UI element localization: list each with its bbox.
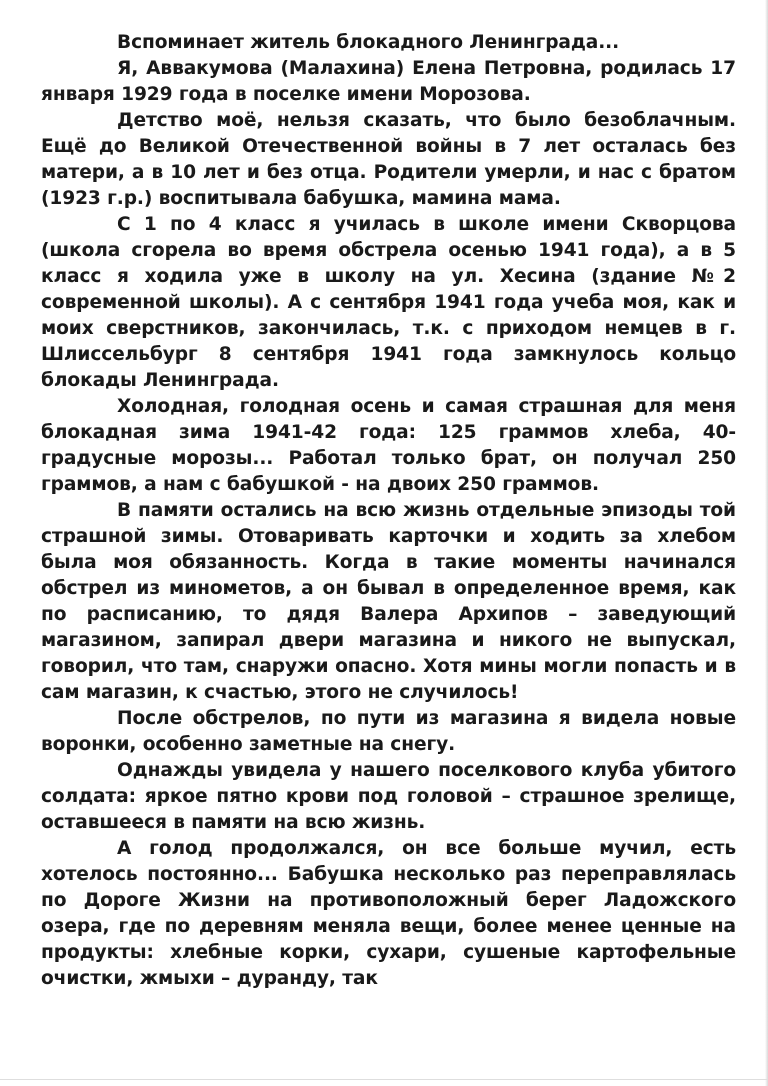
paragraph-craters: После обстрелов, по пути из магазина я видела новые воронки, особенно заметные на снегу. (41, 708, 736, 755)
paragraph-winter: Холодная, голодная осень и самая страшная для меня блокадная зима 1941-42 года: 125 граммов хлеба, 40-градусные морозы... Работал только брат, он получал 250 граммов, а нам с бабушкой - на двоих 250 граммов. (41, 396, 736, 495)
document-body (41, 30, 736, 992)
paragraph-school: С 1 по 4 класс я училась в школе имени Скворцова (школа сгорела во время обстрела осенью 1941 года), а в 5 класс я ходила уже в школу на ул. Хесина (здание №2 современной школы). А с сентября 1941 года учеба моя, как и моих сверстников, закончилась, т.к. с приходом немцев в г. Шлиссельбург 8 сентября 1941 года замкнулось кольцо блокады Ленинграда. (41, 214, 736, 391)
paragraph-childhood: Детство моё, нельзя сказать, что было безоблачным. Ещё до Великой Отечественной войны в 7 лет осталась без матери, а в 10 лет и без отца. Родители умерли, и нас с братом (1923 г.р.) воспитывала бабушка, мамина мама. (41, 110, 736, 209)
document-heading: Вспоминает житель блокадного Ленинграда... (117, 32, 620, 53)
paragraph-hunger: А голод продолжался, он все больше мучил, есть хотелось постоянно... Бабушка несколько раз переправлялась по Дороге Жизни на противоположный берег Ладожского озера, где по деревням меняла вещи, более менее ценные на продукты: хлебные корки, сухари, сушеные картофельные очистки, жмыхи – дуранду, так (41, 838, 736, 989)
scan-bottom-line (0, 1079, 768, 1080)
paragraph-birth: Я, Аввакумова (Малахина) Елена Петровна, родилась 17 января 1929 года в поселке имени Морозова. (41, 58, 736, 105)
paragraph-soldier: Однажды увидела у нашего поселкового клуба убитого солдата: яркое пятно крови под головой – страшное зрелище, оставшееся в памяти на всю жизнь. (41, 760, 736, 833)
paragraph-memories: В памяти остались на всю жизнь отдельные эпизоды той страшной зимы. Отоваривать карточки и ходить за хлебом была моя обязанность. Когда в такие моменты начинался обстрел из минометов, а он бывал в определенное время, как по расписанию, то дядя Валера Архипов – заведующий магазином, запирал двери магазина и никого не выпускал, говорил, что там, снаружи опасно. Хотя мины могли попасть и в сам магазин, к счастью, этого не случилось! (41, 500, 736, 703)
